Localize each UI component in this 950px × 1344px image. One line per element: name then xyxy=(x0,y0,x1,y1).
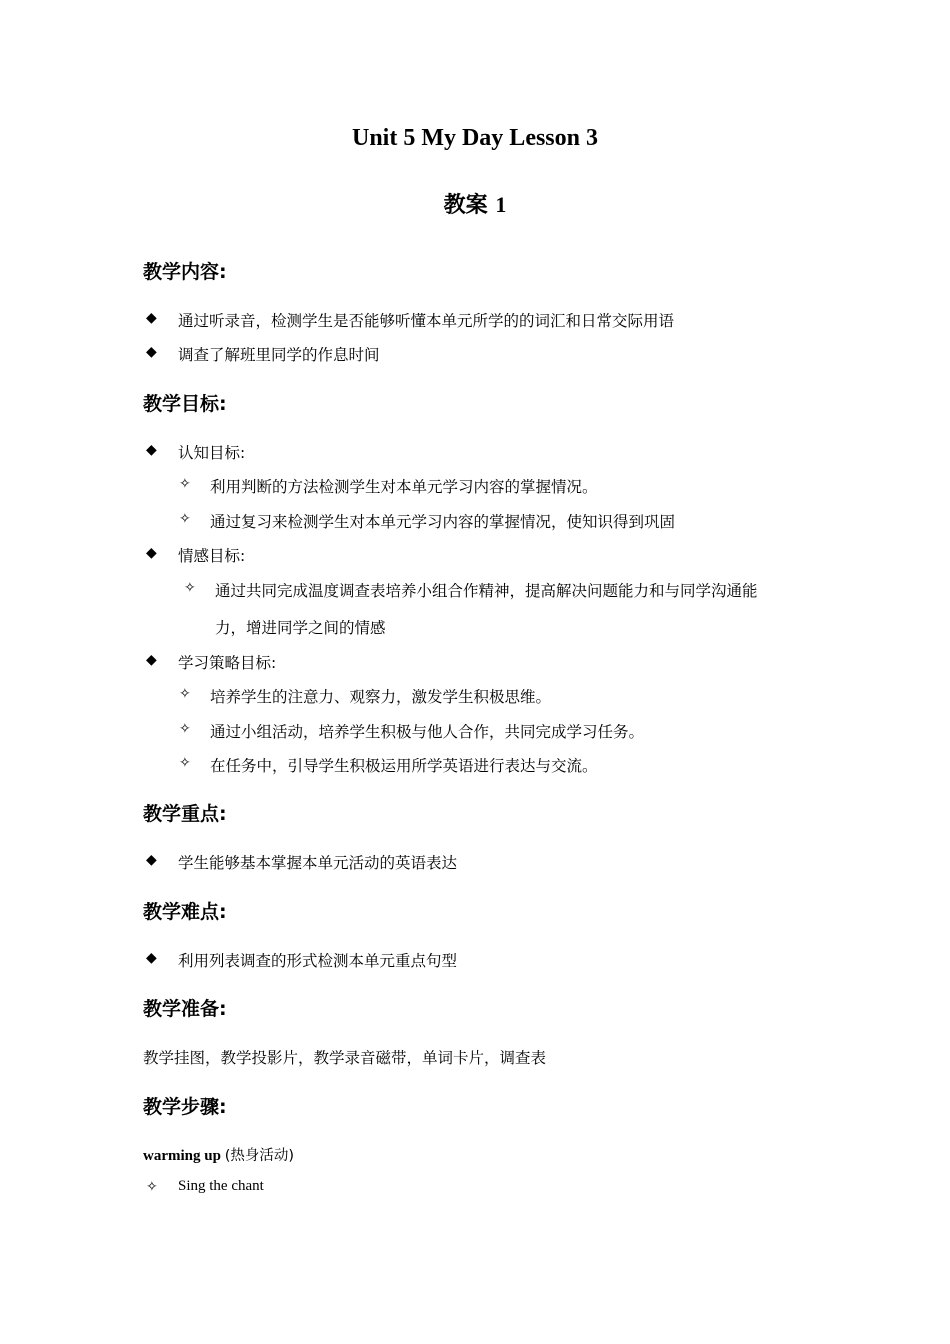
diamond-bullet-icon: ◆ xyxy=(146,442,157,458)
affective-item-line1: 通过共同完成温度调查表培养小组合作精神，提高解决问题能力和与同学沟通能 xyxy=(215,582,758,600)
sparkle-bullet-icon: ✧ xyxy=(179,755,191,771)
sparkle-bullet-icon: ✧ xyxy=(179,686,191,702)
page-title: Unit 5 My Day Lesson 3 xyxy=(351,125,598,151)
preparation-heading: 教学准备: xyxy=(143,998,227,1020)
diamond-bullet-icon: ◆ xyxy=(146,950,157,966)
warmup-note: (热身活动) xyxy=(224,1148,295,1164)
difficulty-item: 利用列表调查的形式检测本单元重点句型 xyxy=(178,952,458,970)
strategy-item: 培养学生的注意力、观察力，激发学生积极思维。 xyxy=(210,688,552,706)
cognitive-item: 利用判断的方法检测学生对本单元学习内容的掌握情况。 xyxy=(210,478,598,496)
diamond-bullet-icon: ◆ xyxy=(146,545,157,561)
step-item: Sing the chant xyxy=(178,1178,264,1194)
key-point-item: 学生能够基本掌握本单元活动的英语表达 xyxy=(178,854,458,872)
preparation-text: 教学挂图，教学投影片，教学录音磁带，单词卡片，调查表 xyxy=(143,1049,547,1067)
strategy-item: 在任务中，引导学生积极运用所学英语进行表达与交流。 xyxy=(210,757,598,775)
sparkle-bullet-icon: ✧ xyxy=(179,476,191,492)
sparkle-bullet-icon: ✧ xyxy=(184,580,196,596)
subtitle-number: 1 xyxy=(495,192,507,217)
sparkle-bullet-icon: ✧ xyxy=(179,511,191,527)
strategy-label: 学习策略目标: xyxy=(178,654,277,672)
objectives-heading: 教学目标: xyxy=(143,393,227,415)
diamond-bullet-icon: ◆ xyxy=(146,344,157,360)
strategy-item: 通过小组活动，培养学生积极与他人合作，共同完成学习任务。 xyxy=(210,723,645,741)
subtitle-text: 教案 xyxy=(443,193,488,218)
affective-label: 情感目标: xyxy=(178,547,246,565)
sparkle-bullet-icon: ✧ xyxy=(146,1179,158,1195)
steps-heading: 教学步骤: xyxy=(143,1096,227,1118)
warmup-label: warming up xyxy=(143,1148,221,1164)
cognitive-label: 认知目标: xyxy=(178,444,246,462)
sparkle-bullet-icon: ✧ xyxy=(179,721,191,737)
diamond-bullet-icon: ◆ xyxy=(146,852,157,868)
affective-item-line2: 力，增进同学之间的情感 xyxy=(215,619,386,637)
warmup-line xyxy=(143,1144,294,1165)
difficulties-heading: 教学难点: xyxy=(143,901,227,923)
key-points-heading: 教学重点: xyxy=(143,803,227,825)
page-subtitle xyxy=(0,188,950,219)
cognitive-item: 通过复习来检测学生对本单元学习内容的掌握情况，使知识得到巩固 xyxy=(210,513,676,531)
diamond-bullet-icon: ◆ xyxy=(146,652,157,668)
diamond-bullet-icon: ◆ xyxy=(146,310,157,326)
content-item: 通过听录音，检测学生是否能够听懂本单元所学的的词汇和日常交际用语 xyxy=(178,312,675,330)
content-item: 调查了解班里同学的作息时间 xyxy=(178,346,380,364)
content-heading: 教学内容: xyxy=(143,261,227,283)
